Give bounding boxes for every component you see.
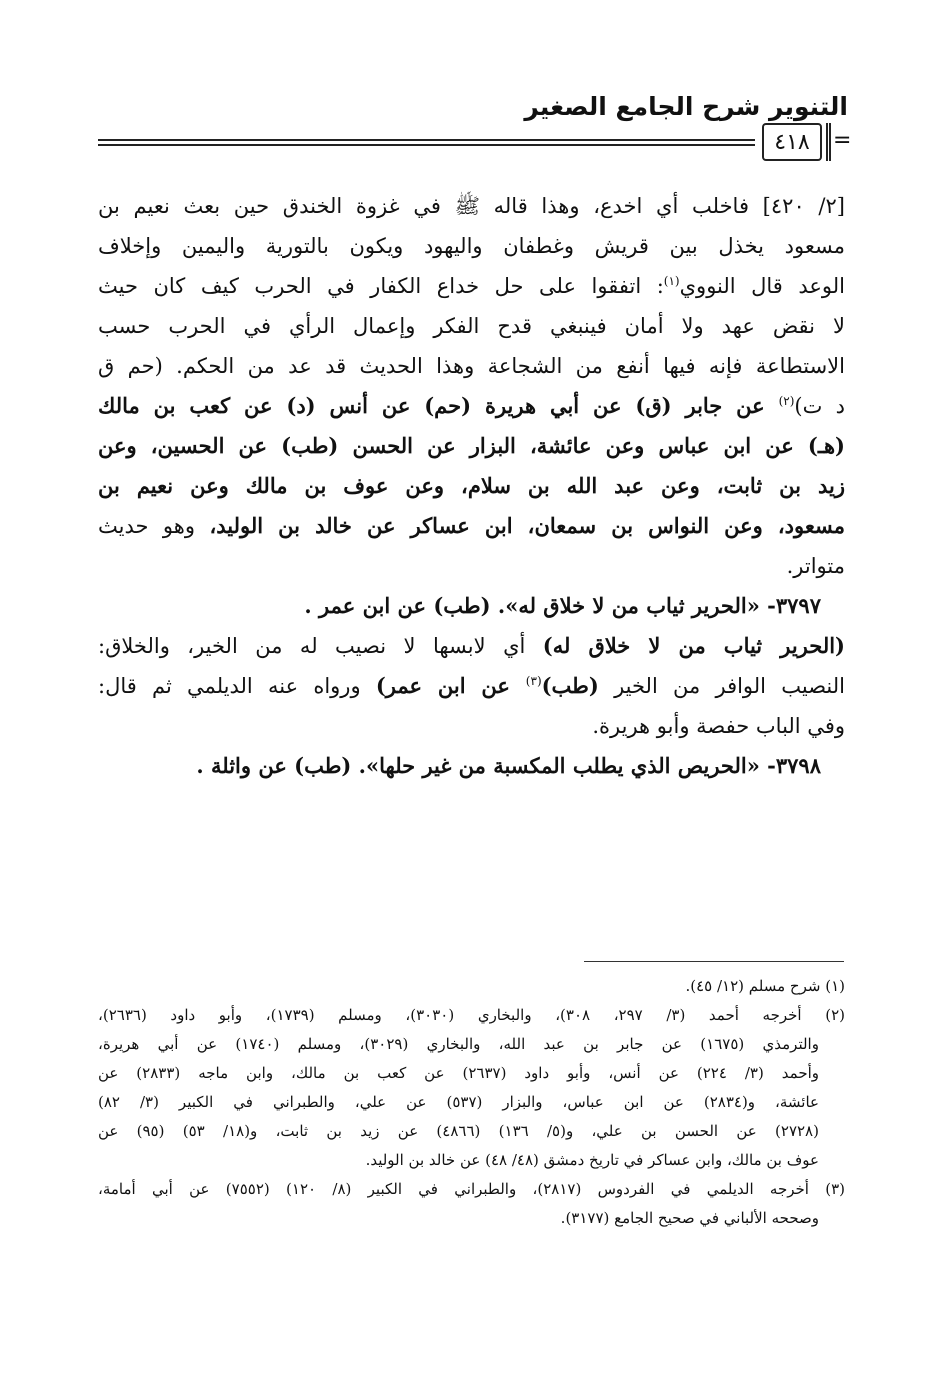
- header-rule: [98, 139, 755, 141]
- header-side-mark: =: [833, 128, 852, 153]
- text-segment: أي لابسها لا نصيب له من الخير، والخلاق:: [98, 634, 543, 658]
- text-line: [98, 266, 845, 306]
- footnote-line: عائشة، و(٢٨٣٤) عن ابن عباس، والبزار (٥٣٧) عن علي، والطبراني في الكبير (٣/ ٨٢): [98, 1093, 819, 1111]
- page-number-box: [762, 123, 822, 161]
- bold-text-segment: ٣٧٩٧- «الحرير ثياب من لا خلاق له». (طب) عن ابن عمر .: [304, 593, 821, 618]
- text-segment: ورواه عنه الديلمي ثم قال:: [98, 674, 376, 698]
- running-header-title: التنوير شرح الجامع الصغير: [524, 92, 848, 121]
- text-line: [98, 706, 845, 746]
- text-line: [98, 426, 845, 466]
- text-line: [98, 586, 845, 626]
- text-segment: متواتر.: [786, 554, 845, 578]
- footnote-ref: (٣): [525, 674, 542, 688]
- text-line: [98, 226, 845, 266]
- bold-text-segment: مسعود، وعن النواس بن سمعان، ابن عساكر عن خالد بن الوليد،: [209, 513, 845, 538]
- footnote-ref: (٢): [778, 394, 795, 408]
- text-segment: [٢/ ٤٢٠] فاخلب أي اخدع، وهذا قاله ﷺ في غزوة الخندق حين بعث نعيم بن: [98, 194, 845, 218]
- footnote-ref: (١): [663, 274, 680, 288]
- text-line: [98, 186, 845, 226]
- text-line: [98, 626, 845, 666]
- text-line: [98, 306, 845, 346]
- footnote-line: (٣) أخرجه الديلمي في الفردوس (٢٨١٧)، والطبراني في الكبير (٨/ ١٢٠) (٧٥٥٢) عن أبي أمامة،: [98, 1180, 845, 1198]
- footnote-line: (٢) أخرجه أحمد (٣/ ٢٩٧، ٣٠٨)، والبخاري (٣٠٣٠)، ومسلم (١٧٣٩)، وأبو داود (٢٦٣٦)،: [98, 1006, 845, 1024]
- header-rule: [98, 144, 755, 146]
- bold-text-segment: (هـ) عن ابن عباس وعن عائشة، البزار عن الحسن (طب) عن الحسين، وعن: [98, 433, 845, 458]
- text-segment: مسعود يخذل بين قريش وغطفان واليهود ويكون بالتورية واليمين وإخلاف: [98, 234, 845, 258]
- text-segment: وهو حديث: [98, 514, 210, 538]
- page-number: ٤١٨: [774, 129, 810, 155]
- text-line: [98, 746, 845, 786]
- footnotes: [98, 972, 845, 1233]
- text-line: [98, 506, 845, 546]
- text-line: [98, 346, 845, 386]
- footnote-line: (٢٧٢٨) عن الحسن بن علي، و(٥/ ١٣٦) (٤٨٦٦) عن زيد بن ثابت، و(١٨/ ٥٣) (٩٥) عن: [98, 1122, 819, 1140]
- text-segment: الوعد قال النووي: [679, 274, 845, 298]
- bold-text-segment: عن جابر (ق) عن أبي هريرة (حم) عن أنس (د) عن كعب بن مالك: [98, 393, 779, 418]
- footnote-line: عوف بن مالك، وابن عساكر في تاريخ دمشق (٤٨/ ٤٨) عن خالد بن الوليد.: [365, 1151, 819, 1169]
- bold-text-segment: عن ابن عمر): [375, 673, 526, 698]
- text-segment: : اتفقوا على حل خداع الكفار في الحرب كيف كان حيث: [98, 274, 664, 298]
- main-text: [98, 186, 845, 786]
- bold-text-segment: زيد بن ثابت، وعن عبد الله بن سلام، وعن عوف بن مالك وعن نعيم بن: [98, 473, 845, 498]
- text-segment: لا نقض عهد ولا أمان فينبغي قدح الفكر وإعمال الرأي في الحرب حسب: [98, 314, 845, 338]
- bold-text-segment: (الحرير ثياب من لا خلاق له): [542, 633, 845, 658]
- text-segment: د ت): [794, 394, 845, 418]
- bold-text-segment: (طب): [541, 673, 599, 698]
- footnote-line: وصححه الألباني في صحيح الجامع (٣١٧٧).: [560, 1209, 819, 1227]
- bold-text-segment: ٣٧٩٨- «الحريص الذي يطلب المكسبة من غير حلها». (طب) عن واثلة .: [196, 753, 821, 778]
- footnote-separator: [584, 961, 844, 962]
- footnote-line: والترمذي (١٦٧٥) عن جابر بن عبد الله، والبخاري (٣٠٢٩)، ومسلم (١٧٤٠) عن أبي هريرة،: [98, 1035, 819, 1053]
- footnote-line: (١) شرح مسلم (١٢/ ٤٥).: [685, 977, 845, 995]
- text-line: [98, 466, 845, 506]
- text-segment: وفي الباب حفصة وأبو هريرة.: [592, 714, 845, 738]
- text-line: [98, 546, 845, 586]
- text-line: [98, 666, 845, 706]
- text-segment: النصيب الوافر من الخير: [598, 674, 845, 698]
- footnote-line: وأحمد (٣/ ٢٢٤) عن أنس، وأبو داود (٢٦٣٧) عن كعب بن مالك، وابن ماجه (٢٨٣٣) عن: [98, 1064, 820, 1082]
- text-line: [98, 386, 845, 426]
- page-number-ornament: [826, 123, 831, 161]
- text-segment: الاستطاعة فإنه فيها أنفع من الشجاعة وهذا الحديث قد عد من الحكم. (حم ق: [98, 354, 845, 378]
